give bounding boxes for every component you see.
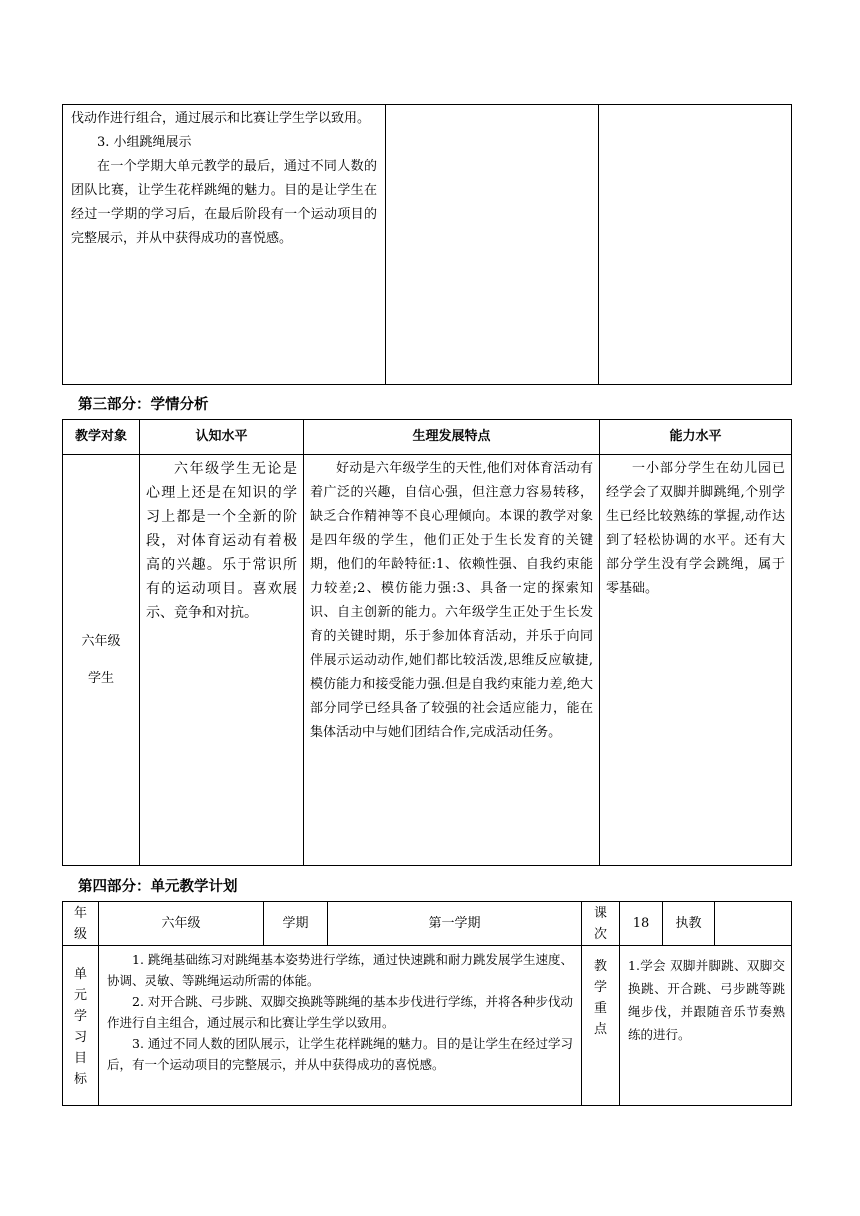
- lesson-label-char: 次: [593, 926, 607, 942]
- content-item-title: 3. 小组跳绳展示: [97, 135, 192, 150]
- lesson-label-cell: [582, 902, 620, 946]
- focus-label-char: 学: [593, 980, 607, 995]
- grade-label-cell: [63, 902, 99, 946]
- goals-label-char: 元: [73, 987, 87, 1003]
- section-heading: 第三部分：学情分析: [78, 397, 209, 413]
- cognitive-level-cell: [140, 455, 304, 866]
- lesson-label-char: 课: [593, 905, 607, 921]
- teaching-object-cell: [63, 455, 140, 866]
- cognitive-level-text: 六年级学生无论是心理上还是在知识的学习上都是一个全新的阶段，对体育运动有着极高的兴趣。乐于常识所有的运动项目。喜欢展示、竞争和对抗。: [146, 461, 297, 621]
- physiological-cell: [304, 455, 600, 866]
- term-label: 学期: [264, 902, 328, 946]
- teacher-label: 执教: [663, 902, 715, 946]
- content-line: 伐动作进行组合，通过展示和比赛让学生学以致用。: [71, 111, 371, 126]
- teaching-focus-text: 1.学会 双脚并脚跳、双脚交换跳、开合跳、弓步跳等跳绳步伐，并跟随音乐节奏熟练的进行。: [628, 958, 785, 1042]
- goals-label-char: 学: [73, 1008, 87, 1024]
- header-cell: 能力水平: [600, 420, 792, 455]
- teacher-value: [715, 902, 792, 946]
- header-cell: 教学对象: [63, 420, 140, 455]
- content-cell: [63, 105, 386, 385]
- grade-label-char: 年: [73, 905, 87, 921]
- unit-plan-table: [62, 901, 792, 1106]
- focus-label-cell: [582, 946, 620, 1106]
- goals-label-char: 习: [73, 1029, 87, 1045]
- lesson-count: 18: [620, 902, 663, 946]
- goals-label-char: 标: [73, 1071, 87, 1087]
- ability-level-cell: [600, 455, 792, 866]
- content-paragraph: 在一个学期大单元教学的最后，通过不同人数的团队比赛，让学生花样跳绳的魅力。目的是让学生在经过一学期的学习后，在最后阶段有一个运动项目的完整展示，并从中获得成功的喜悦感。: [71, 159, 377, 246]
- unit-goal: 2. 对开合跳、弓步跳、双脚交换跳等跳绳的基本步伐进行学练，并将各种步伐动作进行自主组合，通过展示和比赛让学生学以致用。: [107, 994, 573, 1030]
- grade-value: 六年级: [99, 902, 264, 946]
- grade-label-char: 级: [73, 926, 87, 942]
- term-value: 第一学期: [328, 902, 582, 946]
- goals-label-char: 目: [73, 1050, 87, 1066]
- ability-level-text: 一小部分学生在幼儿园已经学会了双脚并脚跳绳,个别学生已经比较熟练的掌握,动作达到了轻松协调的水平。还有大部分学生没有学会跳绳，属于零基础。: [606, 461, 785, 596]
- empty-cell: [599, 105, 792, 385]
- unit-goal: 1. 跳绳基础练习对跳绳基本姿势进行学练，通过快速跳和耐力跳发展学生速度、协调、灵敏、等跳绳运动所需的体能。: [107, 952, 573, 988]
- teaching-focus-cell: [620, 946, 792, 1106]
- goals-label-char: 单: [73, 966, 87, 982]
- physiological-text: 好动是六年级学生的天性,他们对体育活动有着广泛的兴趣，自信心强，但注意力容易转移，缺乏合作精神等不良心理倾向。本课的教学对象是四年级的学生，他们正处于生长发育的关键期，他们的年龄特征:1、依赖性强、自我约束能力较差;2、模仿能力强:3、具备一定的探索知识、自主创新的能力。六年级学生正处于生长发育的关键时期，乐于参加体育活动，并乐于向同伴展示运动动作,她们都比较活泼,思维反应敏捷,模仿能力和接受能力强.但是自我约束能力差,绝大部分同学已经具备了较强的社会适应能力，能在集体活动中与她们团结合作,完成活动任务。: [310, 461, 593, 740]
- unit-goal: 3. 通过不同人数的团队展示，让学生花样跳绳的魅力。目的是让学生在经过学习后，有一个运动项目的完整展示，并从中获得成功的喜悦感。: [107, 1036, 573, 1072]
- header-cell: 认知水平: [140, 420, 304, 455]
- focus-label-char: 点: [593, 1022, 607, 1037]
- section-heading: 第四部分：单元教学计划: [78, 879, 238, 895]
- focus-label-char: 重: [593, 1001, 607, 1016]
- empty-cell: [386, 105, 599, 385]
- teaching-object-line: 学生: [87, 671, 114, 686]
- focus-label-char: 教: [593, 959, 607, 974]
- goals-label-cell: [63, 946, 99, 1106]
- header-cell: 生理发展特点: [304, 420, 600, 455]
- student-analysis-table: [62, 419, 792, 866]
- teaching-object-line: 六年级: [81, 634, 121, 649]
- unit-goals-cell: [99, 946, 582, 1106]
- content-table-continued: [62, 104, 792, 385]
